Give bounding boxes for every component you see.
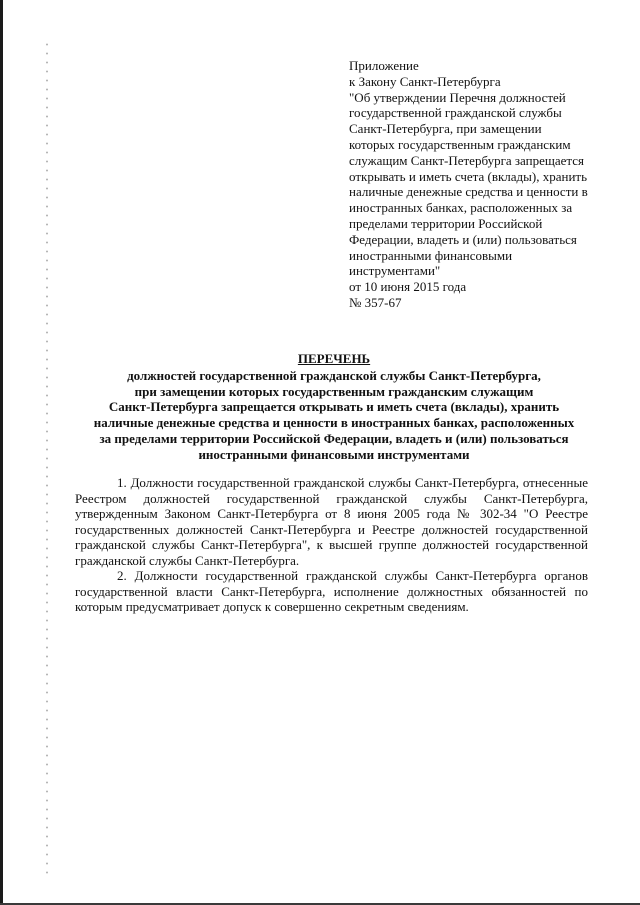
scan-left-edge <box>0 0 3 905</box>
appendix-line: Санкт-Петербурга, при замещении <box>349 121 542 137</box>
appendix-line: пределами территории Российской <box>349 215 543 231</box>
document-subtitle <box>74 368 594 463</box>
appendix-line: иностранными финансовыми <box>349 247 513 263</box>
appendix-line: № 357-67 <box>349 294 402 310</box>
appendix-line: Федерации, владеть и (или) пользоваться <box>349 231 577 247</box>
appendix-line: "Об утверждении Перечня должностей <box>349 89 566 105</box>
list-item-paragraph: 2. Должности государственной гражданской службы Санкт-Петербурга органов государственной власти Санкт-Петербурга, исполнение должностных обязанностей по которым предусматривает допуск к совершенно секретным сведениям. <box>75 568 588 614</box>
appendix-line: Приложение <box>349 58 419 73</box>
document-heading <box>74 351 594 463</box>
appendix-line: от 10 июня 2015 года <box>349 279 467 295</box>
appendix-line: служащим Санкт-Петербурга запрещается <box>349 152 585 168</box>
binding-dots-decoration <box>45 40 49 880</box>
document-title: ПЕРЕЧЕНЬ <box>297 351 371 366</box>
subtitle-line: иностранными финансовыми инструментами <box>198 446 470 462</box>
appendix-line: открывать и иметь счета (вклады), хранить <box>349 168 588 184</box>
appendix-line: которых государственным гражданским <box>349 136 571 152</box>
appendix-line: инструментами" <box>349 263 441 279</box>
subtitle-line: должностей государственной гражданской службы Санкт-Петербурга, <box>127 367 541 383</box>
appendix-line: государственной гражданской службы <box>349 105 562 121</box>
subtitle-line: за пределами территории Российской Федерации, владеть и (или) пользоваться <box>99 430 569 446</box>
subtitle-line: Санкт-Петербурга запрещается открывать и иметь счета (вклады), хранить <box>108 399 560 415</box>
document-body <box>75 475 588 615</box>
appendix-line: к Закону Санкт-Петербурга <box>349 73 501 89</box>
appendix-header <box>349 58 599 311</box>
appendix-line: иностранных банках, расположенных за <box>349 200 573 216</box>
subtitle-line: наличные денежные средства и ценности в иностранных банках, расположенных <box>93 415 575 431</box>
subtitle-line: при замещении которых государственным гражданским служащим <box>134 383 534 399</box>
list-item-paragraph: 1. Должности государственной гражданской службы Санкт-Петербурга, отнесенные Реестром должностей государственной гражданской службы Санкт-Петербурга, утвержденным Законом Санкт-Петербурга от 8 июня 2005 года № 302-34 "О Реестре государственных должностей Санкт-Петербурга и Реестре должностей государственной гражданской службы Санкт-Петербурга", к высшей группе должностей государственной гражданской службы Санкт-Петербурга. <box>75 475 588 568</box>
appendix-line: наличные денежные средства и ценности в <box>349 184 588 200</box>
